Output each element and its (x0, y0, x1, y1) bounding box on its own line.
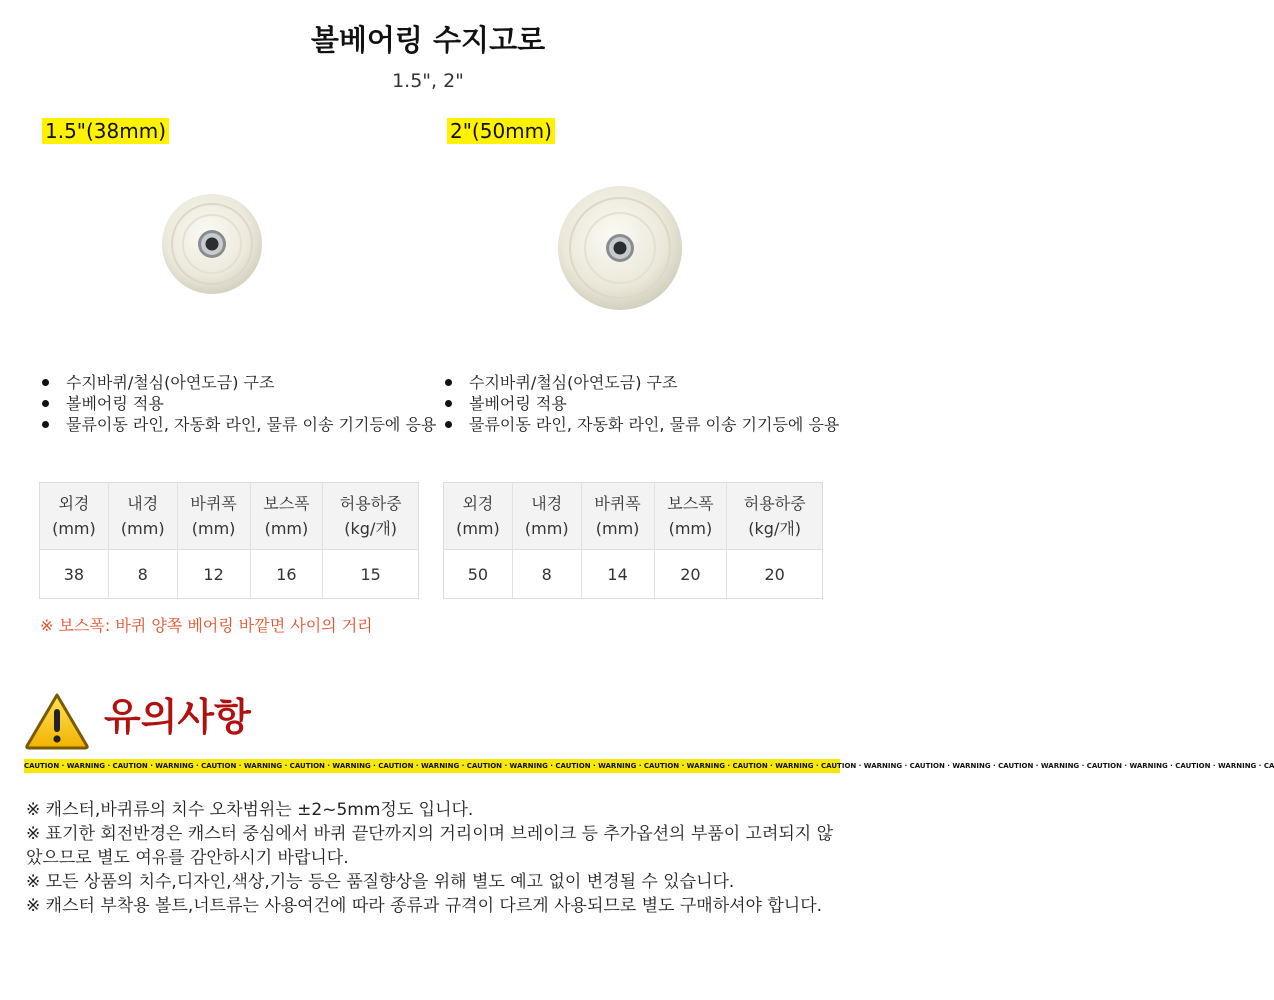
table-cell: 50 (444, 550, 513, 599)
feature-list (40, 372, 450, 435)
table-header-cell: 허용하중 (kg/개) (727, 483, 823, 550)
product-image-area (443, 144, 853, 372)
feature-item: 물류이동 라인, 자동화 라인, 물류 이송 기기등에 응용 (40, 414, 450, 435)
table-header-row (40, 483, 419, 550)
feature-item: 볼베어링 적용 (443, 393, 853, 414)
caution-note: ※ 표기한 회전반경은 캐스터 중심에서 바퀴 끝단까지의 거리이며 브레이크 등 추가옵션의 부품이 고려되지 않았으므로 별도 여유를 감안하시기 바랍니다. (26, 824, 834, 868)
size-label: 1.5"(38mm) (42, 118, 169, 144)
spec-table-2-inch (443, 482, 823, 599)
table-header-cell: 외경 (mm) (40, 483, 109, 550)
product-column-1-5-inch (40, 118, 450, 435)
page-title: 볼베어링 수지고로 (310, 23, 546, 57)
caution-note: ※ 캐스터,바퀴류의 치수 오차범위는 ±2~5mm정도 입니다. (26, 800, 474, 820)
table-cell: 14 (581, 550, 654, 599)
table-cell: 16 (250, 550, 323, 599)
spec-table-1-5-inch (39, 482, 419, 599)
table-cell: 15 (323, 550, 419, 599)
roller-wheel-icon (556, 184, 684, 312)
table-header-cell: 내경 (mm) (512, 483, 581, 550)
boss-width-note: ※ 보스폭: 바퀴 양쪽 베어링 바깥면 사이의 거리 (40, 616, 373, 635)
feature-list (443, 372, 853, 435)
table-row (444, 550, 823, 599)
page-subtitle: 1.5", 2" (392, 70, 464, 92)
caution-note: ※ 캐스터 부착용 볼트,너트류는 사용여건에 따라 종류과 규격이 다르게 사용되므로 별도 구매하셔야 합니다. (26, 896, 823, 916)
table-header-cell: 보스폭 (mm) (250, 483, 323, 550)
table-row (40, 550, 419, 599)
table-header-row (444, 483, 823, 550)
table-cell: 12 (177, 550, 250, 599)
warning-triangle-icon (24, 692, 90, 750)
size-label: 2"(50mm) (447, 118, 555, 144)
table-header-cell: 바퀴폭 (mm) (581, 483, 654, 550)
product-image-area (40, 144, 450, 372)
table-cell: 38 (40, 550, 109, 599)
caution-title: 유의사항 (104, 695, 251, 739)
feature-item: 수지바퀴/철심(아연도금) 구조 (40, 372, 450, 393)
table-header-cell: 허용하중 (kg/개) (323, 483, 419, 550)
feature-item: 볼베어링 적용 (40, 393, 450, 414)
caution-note: ※ 모든 상품의 치수,디자인,색상,기능 등은 품질향상을 위해 별도 예고 없이 변경될 수 있습니다. (26, 872, 735, 892)
feature-item: 수지바퀴/철심(아연도금) 구조 (443, 372, 853, 393)
table-header-cell: 외경 (mm) (444, 483, 513, 550)
table-cell: 20 (727, 550, 823, 599)
table-cell: 20 (654, 550, 727, 599)
roller-wheel-icon (160, 192, 264, 296)
table-cell: 8 (108, 550, 177, 599)
table-header-cell: 바퀴폭 (mm) (177, 483, 250, 550)
product-column-2-inch (443, 118, 853, 435)
feature-item: 물류이동 라인, 자동화 라인, 물류 이송 기기등에 응용 (443, 414, 853, 435)
table-header-cell: 내경 (mm) (108, 483, 177, 550)
caution-tape: CAUTION · WARNING · CAUTION · WARNING · CAUTION · WARNING · CAUTION · WARNING · CAUTION · WARNING · CAUTION · WARNING · CAUTION · WARNING · CAUTION · WARNING · CAUTION · WARNING · CAUTION · WARNING · CAUTION · WARNING · CAUTION · WARNING · CAUTION · WARNING · CAUTION · WARNING · CA (24, 759, 840, 773)
table-header-cell: 보스폭 (mm) (654, 483, 727, 550)
table-cell: 8 (512, 550, 581, 599)
caution-notes (26, 798, 836, 918)
